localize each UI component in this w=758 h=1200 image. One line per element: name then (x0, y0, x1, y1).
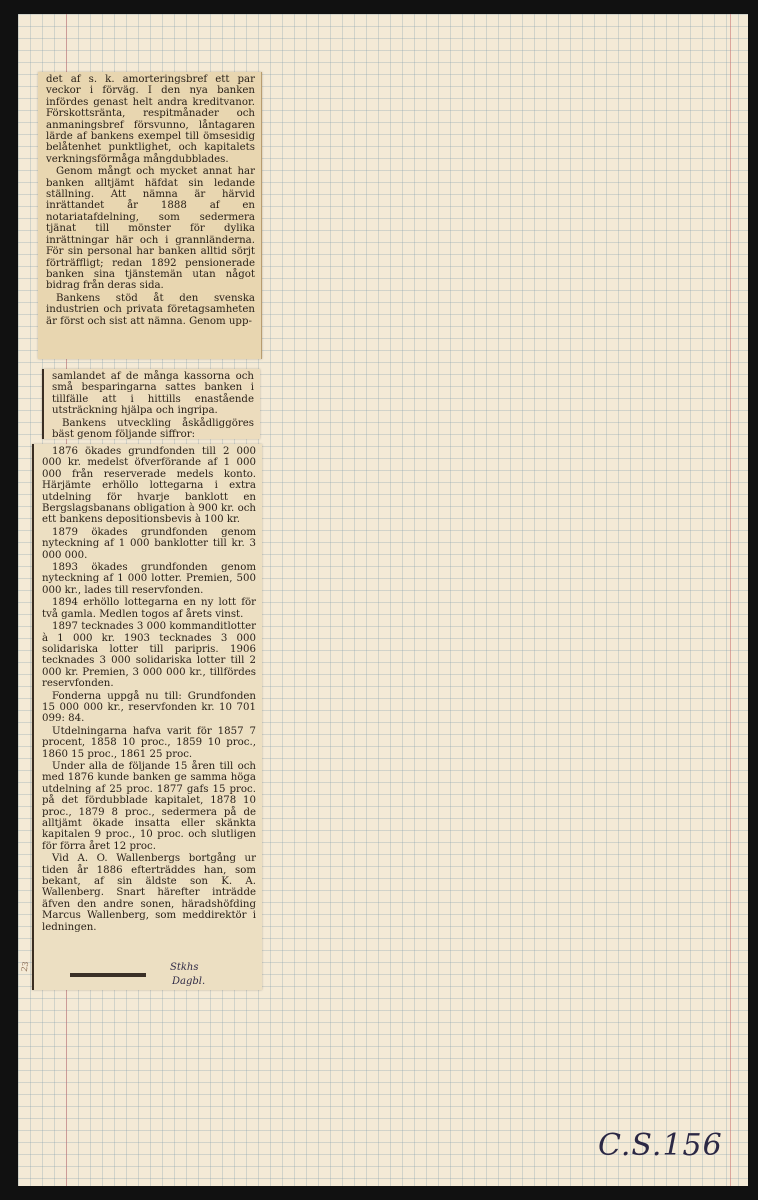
newspaper-clipping-bottom (32, 444, 262, 990)
clipping-paragraph: samlandet af de många kassorna och små besparingarna sattes banken i tillfälle att i hittills enastående utsträckning hjälpa och ingripa. (52, 371, 254, 417)
clipping-paragraph: det af s. k. amorteringsbref ett par veckor i förväg. I den nya banken infördes genast helt andra kreditvanor. Förskottsränta, respitmånader och anmaningsbref försvunno, låntagaren lärde af bankens exempel till ömsesidig belåtenhet punktlighet, och kapitalets verkningsförmåga mångdubblades. (46, 74, 255, 165)
margin-line-right (730, 14, 731, 1186)
newspaper-clipping-top (38, 72, 262, 359)
clipping-paragraph: 1876 ökades grundfonden till 2 000 000 kr. medelst öfverförande af 1 000 000 från reserverade medels konto. Härjämte erhöllo lottegarna i extra utdelning för hvarje banklott en Bergslagsbanans obligation à 900 kr. och ett bankens depositionsbevis à 100 kr. (42, 446, 256, 526)
clipping-paragraph: Bankens utveckling åskådliggöres bäst genom följande siffror: (52, 417, 254, 441)
clipping-paragraph: Fonderna uppgå nu till: Grundfonden 15 000 000 kr., reservfonden kr. 10 701 099: 84. (42, 690, 256, 725)
clipping-paragraph: Vid A. O. Wallenbergs bortgång ur tiden år 1886 efterträddes han, som bekant, af sin äldste son K. A. Wallenberg. Snart härefter inträdde äfven den andre sonen, häradshöfding Marcus Wallenberg, som meddirektör i ledningen. (42, 853, 256, 933)
margin-mark: 23 (19, 960, 31, 973)
catalog-number: C.S.156 (598, 1128, 723, 1163)
clipping-paragraph: 1894 erhöllo lottegarna en ny lott för två gamla. Medlen togos af årets vinst. (42, 597, 256, 620)
handwritten-source-line1: Stkhs (170, 962, 199, 973)
clipping-paragraph: Bankens stöd åt den svenska industrien och privata företagsamheten är först och sist att nämna. Genom upp- (46, 292, 255, 327)
clipping-paragraph: Utdelningarna hafva varit för 1857 7 procent, 1858 10 proc., 1859 10 proc., 1860 15 proc., 1861 25 proc. (42, 725, 256, 760)
newspaper-clipping-middle (42, 369, 260, 439)
clipping-paragraph: 1879 ökades grundfonden genom nyteckning af 1 000 banklotter till kr. 3 000 000. (42, 526, 256, 561)
clipping-paragraph: 1897 tecknades 3 000 kommanditlotter à 1 000 kr. 1903 tecknades 3 000 solidariska lotter till paripris. 1906 tecknades 3 000 solidariska lotter till 2 000 kr. Premien, 3 000 000 kr., tillfördes reservfonden. (42, 621, 256, 690)
clipping-paragraph: Genom mångt och mycket annat har banken alltjämt häfdat sin ledande ställning. Att nämna är härvid inrättandet år 1888 af en notariatafdelning, som sedermera tjänat till mönster för dylika inrättningar här och i grannländerna. För sin personal har banken alltid sörjt förträffligt; redan 1892 pensionerade banken sina tjänstemän utan något bidrag från deras sida. (46, 166, 255, 292)
clipping-paragraph: Under alla de följande 15 åren till och med 1876 kunde banken ge samma höga utdelning af 25 proc. 1877 gafs 15 proc. på det fördubblade kapitalet, 1878 10 proc., 1879 8 proc., sedermera på de alltjämt ökade insatta eller skänkta kapitalen 9 proc., 10 proc. och slutligen för förra året 12 proc. (42, 760, 256, 852)
end-rule (70, 973, 146, 977)
handwritten-source-line2: Dagbl. (172, 976, 206, 987)
clipping-paragraph: 1893 ökades grundfonden genom nyteckning af 1 000 lotter. Premien, 500 000 kr., lades till reservfonden. (42, 562, 256, 596)
